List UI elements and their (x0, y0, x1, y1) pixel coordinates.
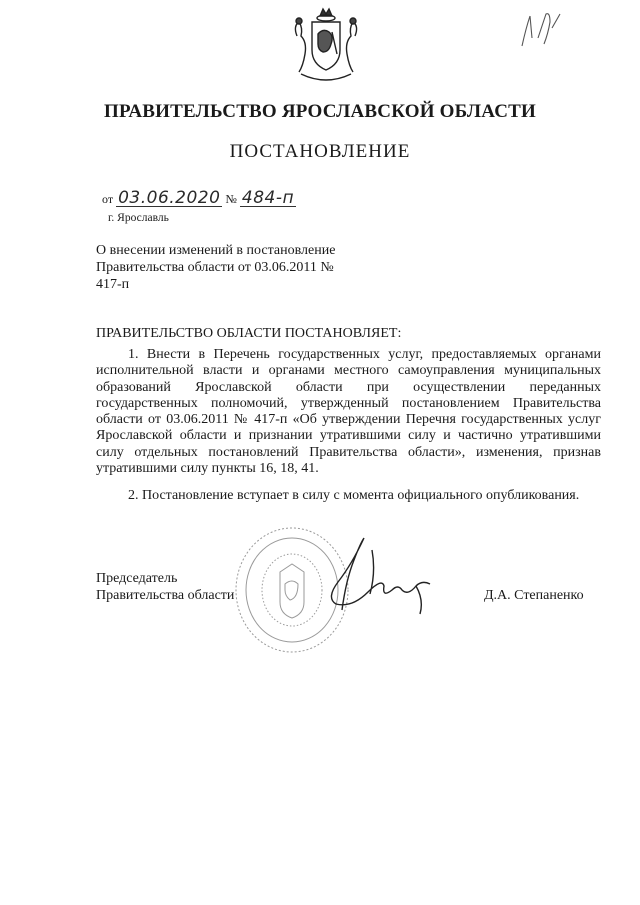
document-subject: О внесении изменений в постановление Правительства области от 03.06.2011 № 417-п (96, 243, 336, 292)
date-prefix: от (102, 192, 114, 206)
resolution-intro: ПРАВИТЕЛЬСТВО ОБЛАСТИ ПОСТАНОВЛЯЕТ: (96, 326, 402, 341)
paragraph-1: 1. Внести в Перечень государственных услуг, предоставляемых органами исполнительной власти и органами местного самоуправления муниципальных образований Ярославской области при осуществлении переданных государственных полномочий, утвержденный постановлением Правительства области от 03.06.2011 № 417-п «Об утверждении Перечня государственных услуг Ярославской области и признании утратившими силу и частично утратившими силу отдельных постановлений Правительства области», изменения, признав утратившими силу пункты 16, 18, 41. (96, 347, 601, 477)
handwritten-signature-icon (312, 520, 440, 620)
signer-title-line-2: Правительства области (96, 588, 235, 603)
coat-of-arms-icon (287, 6, 365, 88)
document-date: 03.06.2020 (118, 188, 221, 208)
handwritten-mark-icon (516, 8, 564, 52)
document-type: ПОСТАНОВЛЕНИЕ (229, 141, 411, 162)
city: г. Ярославль (108, 212, 169, 224)
document-number: 484-п (241, 188, 295, 208)
paragraph-2: 2. Постановление вступает в силу с момента официального опубликования. (128, 488, 580, 503)
number-prefix: № (225, 192, 237, 206)
signer-title-line-1: Председатель (96, 571, 178, 586)
signer-title (96, 570, 234, 604)
date-number-line (102, 190, 296, 207)
signer-name: Д.А. Степаненко (484, 588, 584, 603)
organization-title: ПРАВИТЕЛЬСТВО ЯРОСЛАВСКОЙ ОБЛАСТИ (104, 101, 536, 122)
